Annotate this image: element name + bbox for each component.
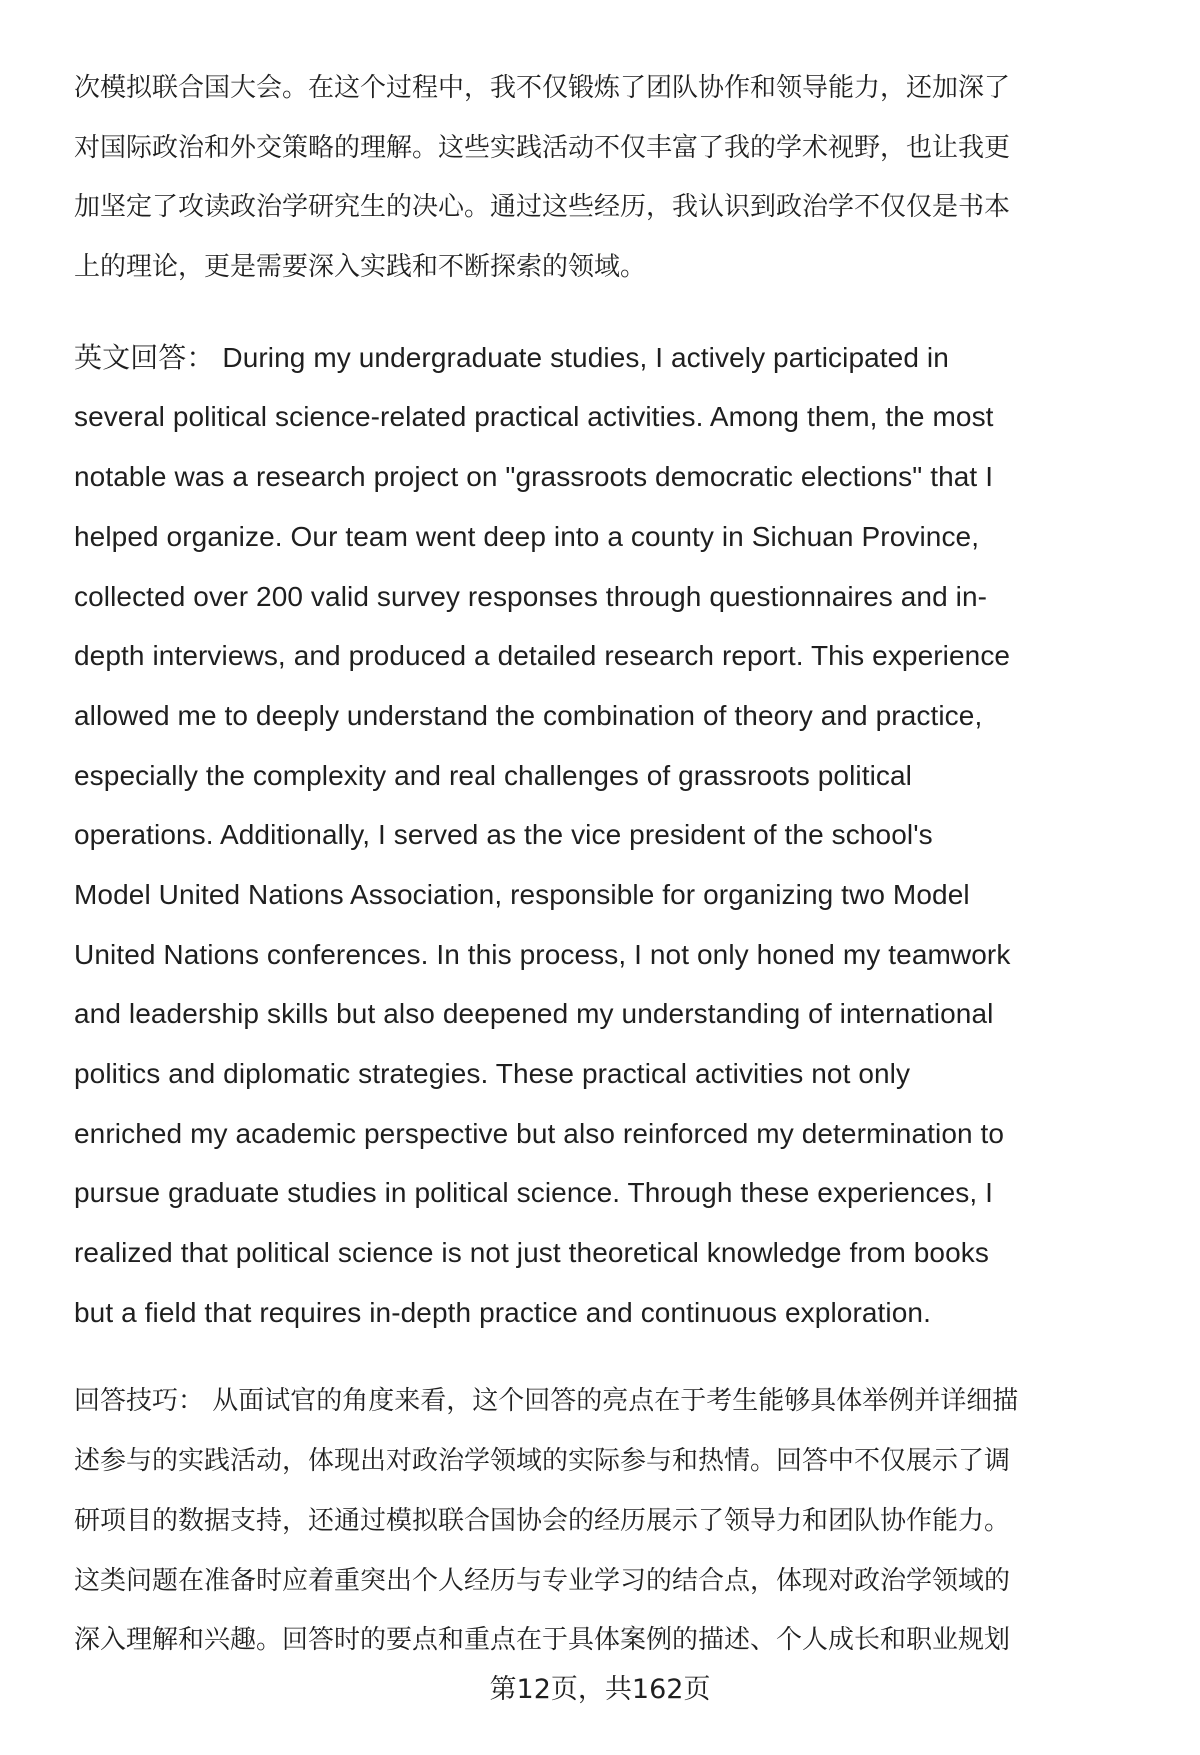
text-line: 回答技巧： 从面试官的角度来看，这个回答的亮点在于考生能够具体举例并详细描 [74, 1386, 1019, 1417]
text-line: United Nations conferences. In this process, I not only honed my teamwork [74, 938, 1011, 970]
text-line: realized that political science is not just theoretical knowledge from books [74, 1237, 989, 1269]
text-line: helped organize. Our team went deep into a county in Sichuan Province, [74, 520, 980, 552]
text-line: enriched my academic perspective but also reinforced my determination to [74, 1117, 1005, 1149]
text-line: 上的理论，更是需要深入实践和不断探索的领域。 [74, 252, 647, 283]
text-line: 研项目的数据支持，还通过模拟联合国协会的经历展示了领导力和团队协作能力。 [74, 1505, 1011, 1536]
text-line: pursue graduate studies in political science. Through these experiences, I [74, 1177, 993, 1209]
text-line: politics and diplomatic strategies. These practical activities not only [74, 1058, 911, 1089]
text-line: depth interviews, and produced a detailed research report. This experience [74, 640, 1011, 672]
text-line: but a field that requires in-depth practice and continuous exploration. [74, 1296, 931, 1328]
text-line: 英文回答： During my undergraduate studies, I actively participated in [74, 341, 949, 373]
text-line: collected over 200 valid survey responses through questionnaires and in- [74, 580, 988, 612]
text-line: Model United Nations Association, responsible for organizing two Model [74, 878, 970, 910]
text-line: 次模拟联合国大会。在这个过程中，我不仅锻炼了团队协作和领导能力，还加深了 [74, 73, 1011, 103]
text-line: 述参与的实践活动，体现出对政治学领域的实际参与和热情。回答中不仅展示了调 [74, 1446, 1011, 1477]
text-line: operations. Additionally, I served as the vice president of the school's [74, 819, 933, 851]
text-line: 深入理解和兴趣。回答时的要点和重点在于具体案例的描述、个人成长和职业规划 [74, 1625, 1011, 1656]
paragraph-answer-tips [74, 1372, 1164, 1670]
text-line: 加坚定了攻读政治学研究生的决心。通过这些经历，我认识到政治学不仅仅是书本 [74, 192, 1011, 223]
document-body [74, 59, 1164, 1701]
page-indicator: 第12页，共162页 [489, 1674, 711, 1705]
paragraph-chinese-continuation [74, 59, 1164, 298]
text-line: 对国际政治和外交策略的理解。这些实践活动不仅丰富了我的学术视野，也让我更 [74, 132, 1011, 163]
text-line: allowed me to deeply understand the combination of theory and practice, [74, 699, 983, 731]
paragraph-english-answer [74, 328, 1164, 1343]
text-line: notable was a research project on "grassroots democratic elections" that I [74, 461, 994, 493]
text-line: especially the complexity and real challenges of grassroots political [74, 759, 912, 791]
text-line: and leadership skills but also deepened my understanding of international [74, 998, 994, 1030]
text-line: 这类问题在准备时应着重突出个人经历与专业学习的结合点，体现对政治学领域的 [74, 1565, 1011, 1596]
text-line: several political science-related practical activities. Among them, the most [74, 401, 994, 433]
